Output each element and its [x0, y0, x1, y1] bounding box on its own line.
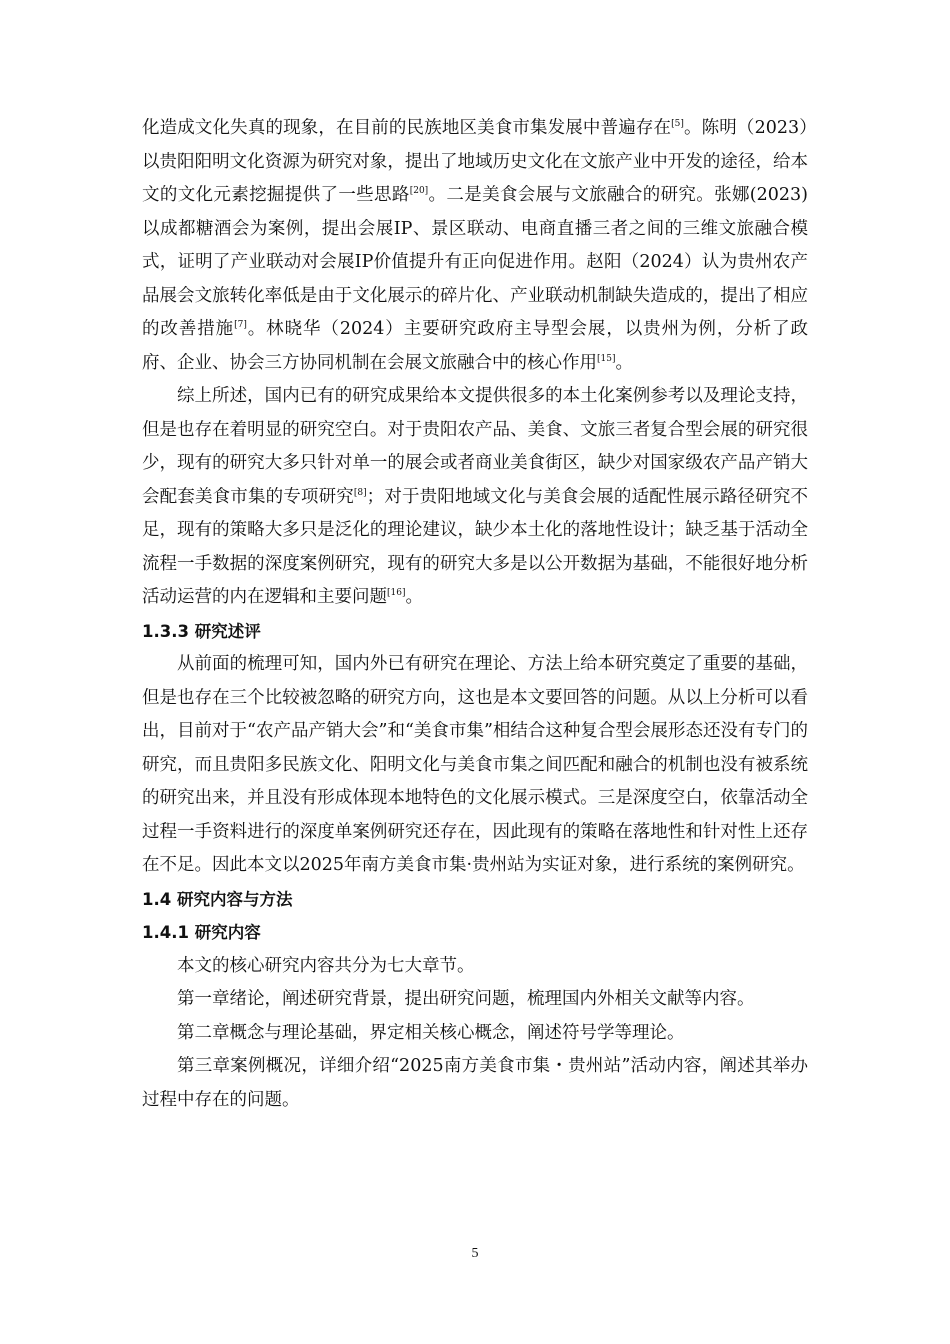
paragraph-review: 从前面的梳理可知，国内外已有研究在理论、方法上给本研究奠定了重要的基础，但是也存在三个比较被忽略的研究方向，这也是本文要回答的问题。从以上分析可以看出，目前对于“农产品产销大会”和“美食市集”相结合这种复合型会展形态还没有专门的研究，而且贵阳多民族文化、阳明文化与美食市集之间匹配和融合的机制也没有被系统的研究出来，并且没有形成体现本地特色的文化展示模式。三是深度空白，依靠活动全过程一手资料进行的深度单案例研究还存在，因此现有的策略在落地性和针对性上还存在不足。因此本文以2025年南方美食市集·贵州站为实证对象，进行系统的案例研究。: [142, 654, 808, 875]
document-body: [142, 112, 808, 1117]
page-number: 5: [471, 1246, 479, 1261]
text-run: ；对于贵阳地域文化与美食会展的适配性展示路径研究不足，现有的策略大多只是泛化的理论建议，缺少本土化的落地性设计；缺乏基于活动全流程一手数据的深度案例研究，现有的研究大多是以公开数据为基础，不能很好地分析活动运营的内在逻辑和主要问题: [142, 486, 809, 607]
heading-1-4: 1.4 研究内容与方法: [142, 889, 293, 909]
text-run: 。: [615, 352, 633, 373]
citation: [15]: [597, 353, 616, 364]
heading-1-4-1: 1.4.1 研究内容: [142, 923, 261, 942]
paragraph-chapter-1: 第一章绪论，阐述研究背景，提出研究问题，梳理国内外相关文献等内容。: [177, 989, 755, 1009]
text-run: 。二是美食会展与文旅融合的研究。张娜(2023)以成都糖酒会为案例，提出会展IP、景区联动、电商直播三者之间的三维文旅融合模式，证明了产业联动对会展IP价值提升有正向促进作用。赵阳（2024）认为贵州农产品展会文旅转化率低是由于文化展示的碎片化、产业联动机制缺失造成的，提出了相应的改善措施: [142, 185, 808, 339]
citation: [20]: [409, 186, 429, 197]
citation: [8]: [353, 487, 367, 498]
text-run: 化造成文化失真的现象，在目前的民族地区美食市集发展中普遍存在: [142, 118, 672, 138]
paragraph-chapter-3: 第三章案例概况，详细介绍“2025南方美食市集・贵州站”活动内容，阐述其举办过程中存在的问题。: [142, 1056, 808, 1110]
text-run: 综上所述，国内已有的研究成果给本文提供很多的本土化案例参考以及理论支持，但是也存在着明显的研究空白。对于贵阳农产品、美食、文旅三者复合型会展的研究很少，现有的研究大多只针对单一的展会或者商业美食街区，缺少对国家级农产品产销大会配套美食市集的专项研究: [142, 386, 808, 507]
text-run: 。陈明（2023）以贵阳阳明文化资源为研究对象，提出了地域历史文化在文旅产业中开发的途径，给本文的文化元素挖掘提供了一些思路: [142, 118, 808, 205]
paragraph-related-research-cont: [142, 112, 808, 380]
paragraph-summary: [142, 380, 808, 615]
paragraph-chapter-2: 第二章概念与理论基础，界定相关核心概念，阐述符号学等理论。: [177, 1022, 685, 1043]
heading-1-3-3: 1.3.3 研究述评: [142, 621, 261, 641]
paragraph-content-intro: 本文的核心研究内容共分为七大章节。: [177, 955, 475, 976]
text-run: 。: [405, 587, 423, 607]
text-run: 。林晓华（2024）主要研究政府主导型会展，以贵州为例，分析了政府、企业、协会三方协同机制在会展文旅融合中的核心作用: [142, 319, 808, 373]
citation: [16]: [387, 588, 406, 599]
citation: [5]: [671, 119, 684, 130]
citation: [7]: [234, 320, 247, 331]
